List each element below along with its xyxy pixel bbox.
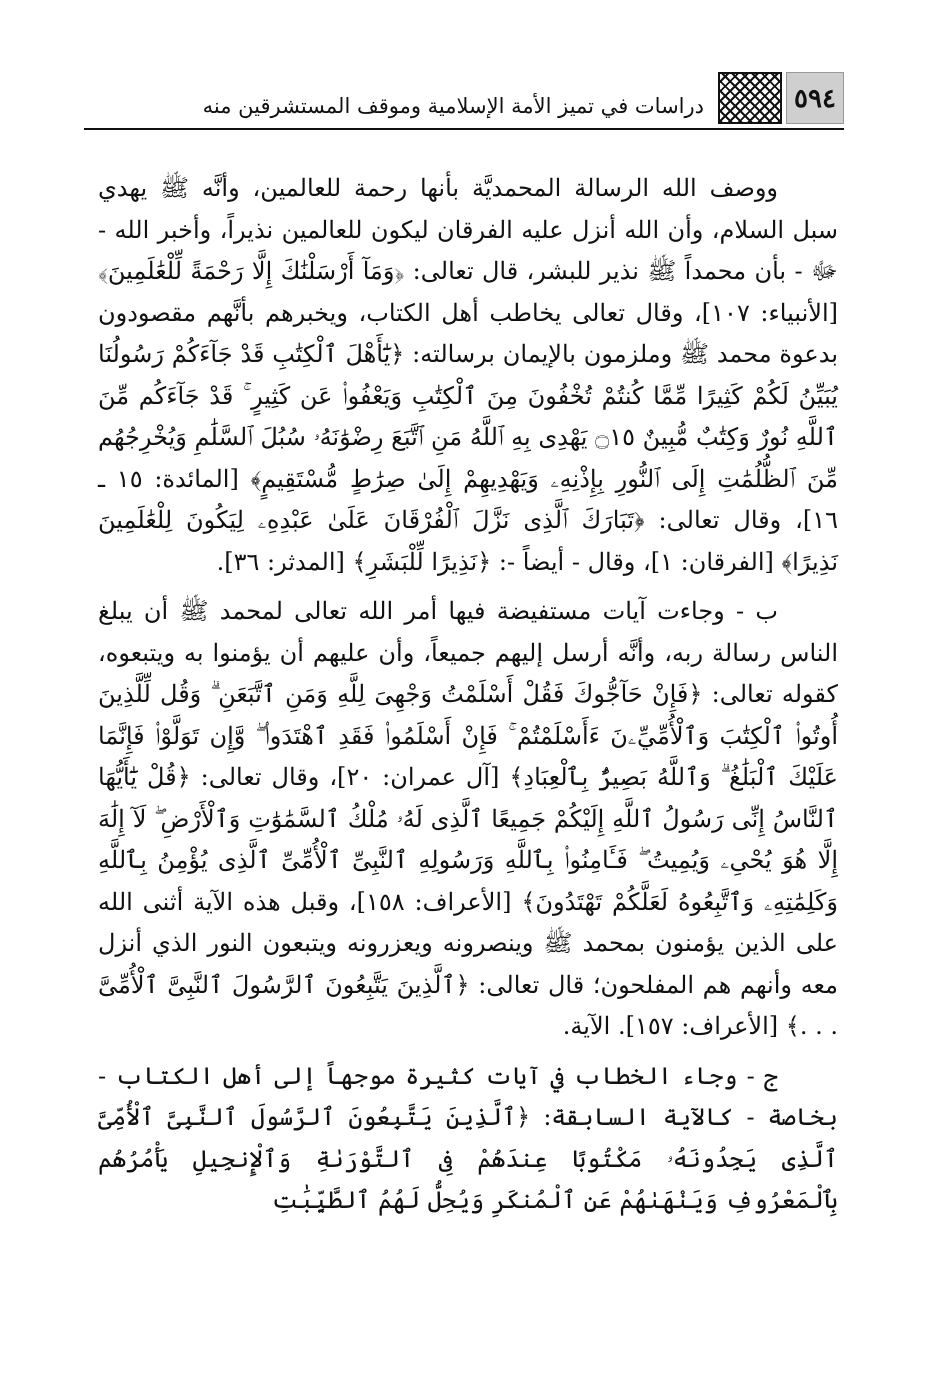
ornament-icon [718, 72, 782, 124]
page-header [84, 66, 844, 130]
paragraph: ووصف الله الرسالة المحمديَّة بأنها رحمة للعالمين، وأنَّه ﷺ يهدي سبل السلام، وأن الله أنزل عليه الفرقان ليكون للعالمين نذيراً، وأخبر الله - ﷻ - بأن محمداً ﷺ نذير للبشر، قال تعالى: ﴿وَمَآ أَرْسَلْنَٰكَ إِلَّا رَحْمَةً لِّلْعَٰلَمِينَ﴾ [الأنبياء: ١٠٧]، وقال تعالى يخاطب أهل الكتاب، ويخبرهم بأنَّهم مقصودون بدعوة محمد ﷺ وملزمون بالإيمان برسالته: ﴿يَٰٓأَهْلَ ٱلْكِتَٰبِ قَدْ جَآءَكُمْ رَسُولُنَا يُبَيِّنُ لَكُمْ كَثِيرًا مِّمَّا كُنتُمْ تُخْفُونَ مِنَ ٱلْكِتَٰبِ وَيَعْفُوا۟ عَن كَثِيرٍ ۚ قَدْ جَآءَكُم مِّنَ ٱللَّهِ نُورٌ وَكِتَٰبٌ مُّبِينٌ ۝١٥ يَهْدِى بِهِ ٱللَّهُ مَنِ ٱتَّبَعَ رِضْوَٰنَهُۥ سُبُلَ ٱلسَّلَٰمِ وَيُخْرِجُهُم مِّنَ ٱلظُّلُمَٰتِ إِلَى ٱلنُّورِ بِإِذْنِهِۦ وَيَهْدِيهِمْ إِلَىٰ صِرَٰطٍ مُّسْتَقِيمٍ﴾ [المائدة: ١٥ ـ ١٦]، وقال تعالى: ﴿تَبَارَكَ ٱلَّذِى نَزَّلَ ٱلْفُرْقَانَ عَلَىٰ عَبْدِهِۦ لِيَكُونَ لِلْعَٰلَمِينَ نَذِيرًا﴾ [الفرقان: ١]، وقال - أيضاً -: ﴿نَذِيرًا لِّلْبَشَرِ﴾ [المدثر: ٣٦]. [98, 174, 839, 576]
header-divider [84, 128, 844, 130]
paragraph: ب - وجاءت آيات مستفيضة فيها أمر الله تعالى لمحمد ﷺ أن يبلغ الناس رسالة ربه، وأنَّه أرسل إليهم جميعاً، وأن عليهم أن يؤمنوا به ويتبعوه، كقوله تعالى: ﴿فَإِنْ حَآجُّوكَ فَقُلْ أَسْلَمْتُ وَجْهِىَ لِلَّهِ وَمَنِ ٱتَّبَعَنِ ۗ وَقُل لِّلَّذِينَ أُوتُوا۟ ٱلْكِتَٰبَ وَٱلْأُمِّيِّۦنَ ءَأَسْلَمْتُمْ ۚ فَإِنْ أَسْلَمُوا۟ فَقَدِ ٱهْتَدَوا۟ ۖ وَّإِن تَوَلَّوْا۟ فَإِنَّمَا عَلَيْكَ ٱلْبَلَٰغُ ۗ وَٱللَّهُ بَصِيرٌۢ بِٱلْعِبَادِ﴾ [آل عمران: ٢٠]، وقال تعالى: ﴿قُلْ يَٰٓأَيُّهَا ٱلنَّاسُ إِنِّى رَسُولُ ٱللَّهِ إِلَيْكُمْ جَمِيعًا ٱلَّذِى لَهُۥ مُلْكُ ٱلسَّمَٰوَٰتِ وَٱلْأَرْضِ ۖ لَآ إِلَٰهَ إِلَّا هُوَ يُحْىِۦ وَيُمِيتُ ۖ فَـَٔامِنُوا۟ بِٱللَّهِ وَرَسُولِهِ ٱلنَّبِىِّ ٱلْأُمِّىِّ ٱلَّذِى يُؤْمِنُ بِٱللَّهِ وَكَلِمَٰتِهِۦ وَٱتَّبِعُوهُ لَعَلَّكُمْ تَهْتَدُونَ﴾ [الأعراف: ١٥٨]، وقبل هذه الآية أثنى الله على الذين يؤمنون بمحمد ﷺ وينصرونه ويعزرونه ويتبعون النور الذي أنزل معه وأنهم هم المفلحون؛ قال تعالى: ﴿ٱلَّذِينَ يَتَّبِعُونَ ٱلرَّسُولَ ٱلنَّبِىَّ ٱلْأُمِّىَّ . . .﴾ [الأعراف: ١٥٧]. الآية. [98, 597, 839, 1040]
paragraph: ج - وجاء الخطاب في آيات كثيرة موجهاً إلى أهل الكتاب - بخاصة - كالآية السابقة: ﴿ٱلَّذِينَ يَتَّبِعُونَ ٱلرَّسُولَ ٱلنَّبِىَّ ٱلْأُمِّىَّ ٱلَّذِى يَجِدُونَهُۥ مَكْتُوبًا عِندَهُمْ فِى ٱلتَّوْرَىٰةِ وَٱلْإِنجِيلِ يَأْمُرُهُم بِٱلْمَعْرُوفِ وَيَنْهَىٰهُمْ عَنِ ٱلْمُنكَرِ وَيُحِلُّ لَهُمُ ٱلطَّيِّبَٰتِ [98, 1061, 838, 1214]
page-number: ٥٩٤ [786, 72, 844, 124]
page-body [98, 168, 838, 1222]
running-title: دراسات في تميز الأمة الإسلامية وموقف المستشرقين منه [202, 94, 704, 118]
